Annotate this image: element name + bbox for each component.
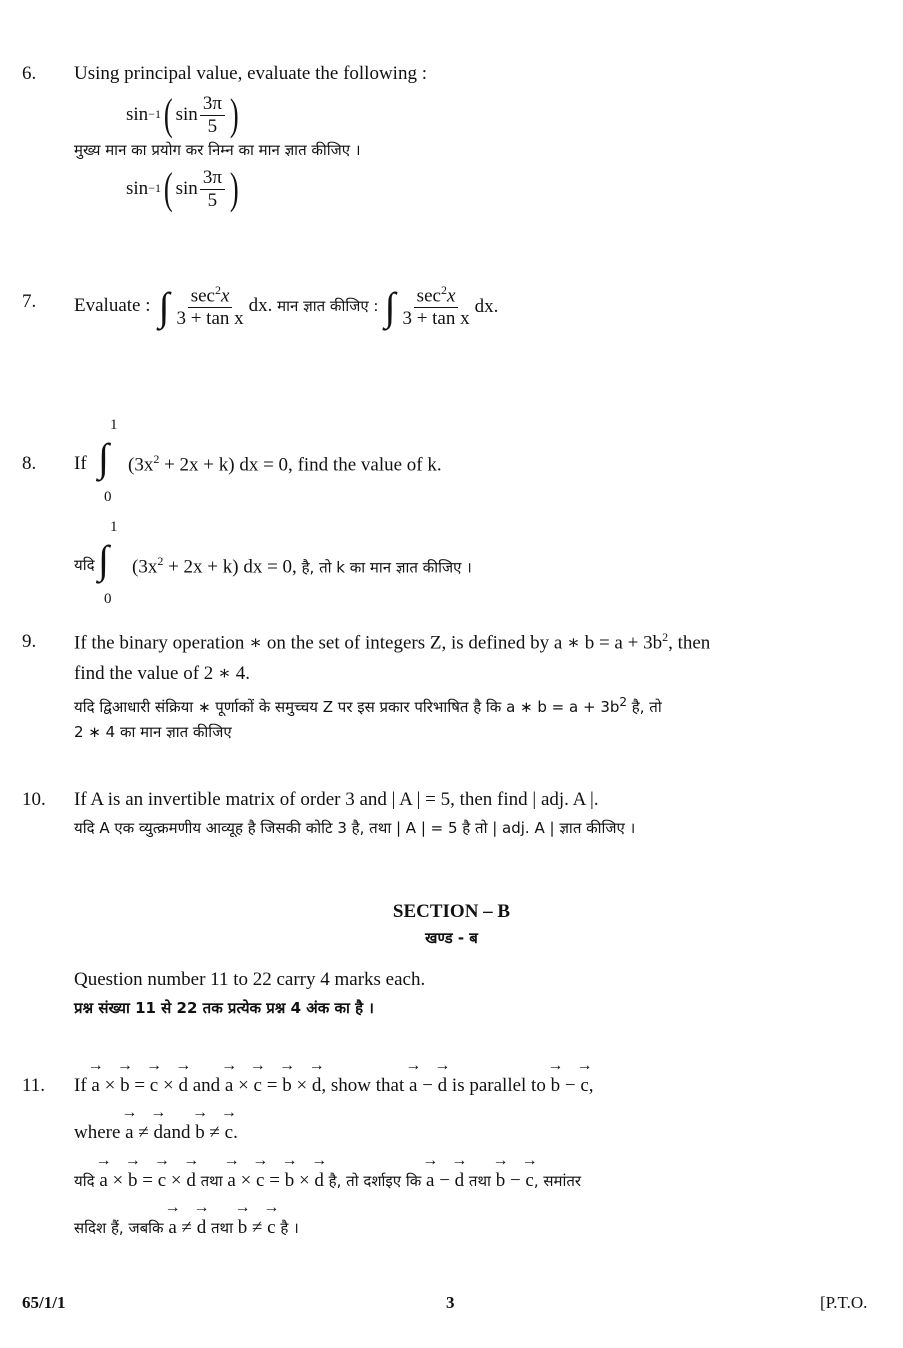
question-number: 7. <box>22 291 37 312</box>
question-10 <box>22 788 842 848</box>
question-text-en-2: find the value of 2 ∗ 4. <box>74 663 250 685</box>
question-8 <box>22 416 842 616</box>
question-text-en: If A is an invertible matrix of order 3 and | A | = 5, then find | adj. A |. <box>74 789 599 810</box>
section-info-hi: प्रश्न संख्या 11 से 22 तक प्रत्येक प्रश्न 4 अंक का है । <box>74 998 374 1017</box>
question-text-hi: यदि द्विआधारी संक्रिया ∗ पूर्णाकों के समुच्चय Z पर इस प्रकार परिभाषित है कि a ∗ $b = a + 3b^2$ है, तो <box>74 694 662 716</box>
math-expression: sin −1 ( sin $\frac{3\pi}{5}$ ) <box>126 90 239 140</box>
question-text-en: Using principal value, evaluate the following : <box>74 63 427 84</box>
question-text-en: If → a × → b = → c × → d and → a × → c = → b × → d, show that → a − → d is parallel to → b − → c, <box>74 1068 842 1099</box>
definite-integral-en: If 1 ∫ 0 $(3x^2 + 2x + k)$ dx = 0, find the value of k. <box>74 417 442 505</box>
question-text-en-2: where → a ≠ → dand → b ≠ → c. <box>74 1121 842 1146</box>
section-heading <box>0 900 903 948</box>
question-text-hi: मुख्य मान का प्रयोग कर निम्न का मान ज्ञात कीजिए । <box>74 141 361 160</box>
question-text-en: If the binary operation ∗ on the set of integers Z, is defined by a ∗ $b = a + 3b^2$, then <box>74 630 711 654</box>
definite-integral-hi: यदि 1 ∫ 0 $(3x^2 + 2x + k)$ dx = 0, है, तो k का मान ज्ञात कीजिए । <box>74 519 472 607</box>
question-number: 10. <box>22 789 46 810</box>
question-6 <box>22 62 842 252</box>
question-text-hi-2: सदिश हैं, जबकि → a ≠ → d तथा → b ≠ → c है । <box>74 1216 842 1241</box>
pto-label: [P.T.O. <box>820 1293 868 1312</box>
page-number: 3 <box>446 1293 455 1312</box>
question-number: 11. <box>22 1075 46 1096</box>
integral-expression-hi: मान ज्ञात कीजिए : ∫ $\frac{\sec^2x}{\text{3 + tan x}}$ dx. <box>277 283 499 330</box>
section-title-en: SECTION – B <box>392 901 511 922</box>
section-title-hi: खण्ड - ब <box>425 928 478 947</box>
question-text-hi-2: 2 ∗ 4 का मान ज्ञात कीजिए <box>74 723 232 742</box>
question-7 <box>22 278 842 398</box>
question-text-hi: यदि → a × → b = → c × → d तथा → a × → c = → b × → d है, तो दर्शाइए कि → a − → d तथा → b − → c, समांतर <box>74 1169 842 1194</box>
section-info-en: Question number 11 to 22 carry 4 marks each. <box>74 969 426 990</box>
section-info <box>74 968 854 1018</box>
integral-expression-en: Evaluate : ∫ $\frac{\sec^2x}{\text{3 + tan x}}$ dx. <box>74 282 273 329</box>
question-9 <box>22 630 842 760</box>
question-number: 6. <box>22 63 37 84</box>
paper-code: 65/1/1 <box>22 1293 66 1312</box>
question-number: 8. <box>22 453 37 474</box>
question-11 <box>22 1068 842 1248</box>
math-expression-hi: sin −1 ( sin $\frac{3\pi}{5}$ ) <box>126 164 239 214</box>
question-text-hi: यदि A एक व्युत्क्रमणीय आव्यूह है जिसकी कोटि 3 है, तथा | A | = 5 है तो | adj. A | ज्ञात कीजिए । <box>74 818 636 837</box>
question-number: 9. <box>22 631 37 652</box>
